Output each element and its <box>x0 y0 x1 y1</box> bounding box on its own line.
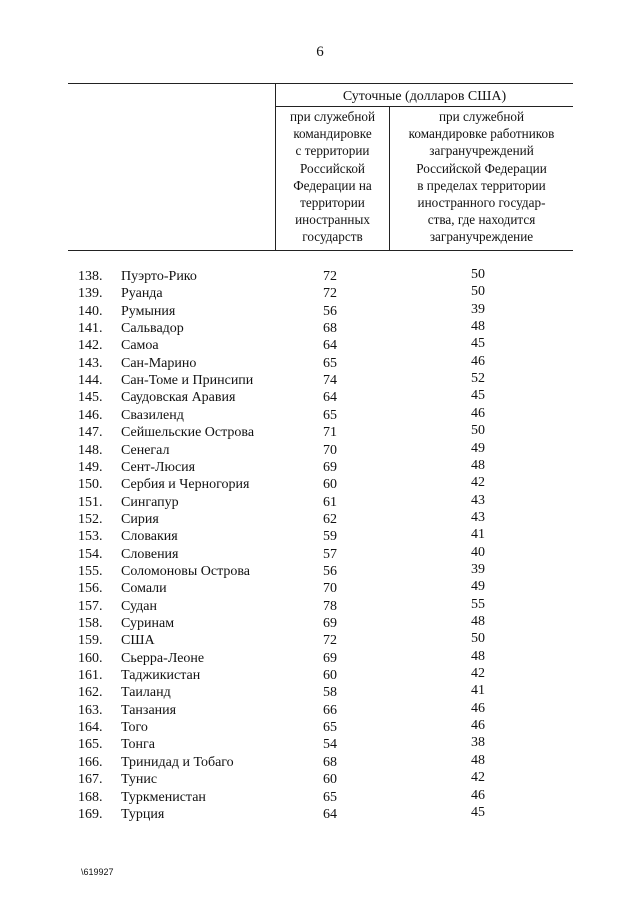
allowance-rf: 60 <box>323 668 337 684</box>
country-name: Танзания <box>121 702 177 718</box>
table-row <box>0 494 640 511</box>
allowance-abroad: 40 <box>471 544 485 560</box>
allowance-rf: 65 <box>323 407 337 423</box>
row-number: 145. <box>78 390 103 406</box>
header-group-rule <box>275 106 573 107</box>
allowance-abroad: 55 <box>471 596 485 612</box>
table-row <box>0 459 640 476</box>
allowance-rf: 60 <box>323 772 337 788</box>
allowance-rf: 65 <box>323 355 337 371</box>
country-name: Пуэрто-Рико <box>121 269 197 284</box>
header-line: Российской <box>300 160 365 176</box>
row-number: 140. <box>78 303 103 319</box>
allowance-rf: 54 <box>323 737 337 753</box>
country-name: Словакия <box>121 529 178 545</box>
header-line: Федерации на <box>293 177 372 193</box>
country-name: Сент-Люсия <box>121 459 196 475</box>
allowance-abroad: 45 <box>471 804 485 820</box>
row-number: 139. <box>78 286 103 302</box>
country-name: Туркменистан <box>121 789 206 805</box>
header-line: территории <box>300 195 365 211</box>
country-name: Суринам <box>121 616 175 631</box>
row-number: 149. <box>78 459 103 475</box>
allowance-abroad: 46 <box>471 353 485 369</box>
page-number: 6 <box>316 44 324 60</box>
row-number: 164. <box>78 720 103 736</box>
allowance-abroad: 43 <box>471 492 485 508</box>
allowance-abroad: 42 <box>471 475 485 491</box>
header-top-rule <box>68 83 573 84</box>
country-name: Таджикистан <box>121 668 201 684</box>
allowance-abroad: 46 <box>471 405 485 421</box>
row-number: 158. <box>78 616 103 631</box>
header-line: загранучреждение <box>429 229 534 245</box>
allowance-rf: 60 <box>323 477 337 493</box>
allowance-abroad: 52 <box>471 371 485 387</box>
allowance-abroad: 46 <box>471 718 485 734</box>
row-number: 154. <box>78 546 103 562</box>
allowance-rf: 69 <box>323 459 337 475</box>
row-number: 141. <box>78 321 103 337</box>
row-number: 169. <box>78 806 103 822</box>
row-number: 165. <box>78 737 103 753</box>
allowance-abroad: 46 <box>471 787 485 803</box>
allowance-rf: 64 <box>323 338 337 354</box>
allowance-abroad: 42 <box>471 666 485 682</box>
table-row <box>0 632 640 649</box>
allowance-rf: 68 <box>323 321 337 337</box>
country-name: Сирия <box>121 511 159 527</box>
document-code: \619927 <box>81 867 114 877</box>
table-row <box>0 546 640 563</box>
table-row <box>0 789 640 806</box>
header-group-title: Суточные (долларов США) <box>342 89 507 104</box>
header-line: в пределах территории <box>417 177 546 193</box>
allowance-rf: 66 <box>323 702 337 718</box>
country-name: Сан-Томе и Принсипи <box>121 373 254 389</box>
country-name: Тонга <box>121 737 155 753</box>
allowance-abroad: 41 <box>471 527 485 543</box>
header-line: ства, где находится <box>427 212 536 228</box>
table-row <box>0 806 640 823</box>
allowance-rf: 64 <box>323 806 337 822</box>
table-row <box>0 667 640 684</box>
table-row <box>0 615 640 632</box>
allowance-abroad: 41 <box>471 683 485 699</box>
country-name: Румыния <box>121 303 176 319</box>
allowance-abroad: 39 <box>471 561 485 577</box>
row-number: 167. <box>78 772 103 788</box>
allowance-rf: 74 <box>323 373 337 389</box>
table-row <box>0 303 640 320</box>
header-col1 <box>276 108 389 246</box>
country-name: Сингапур <box>121 494 179 510</box>
header-line: иностранных <box>295 212 370 228</box>
country-name: Руанда <box>121 286 163 302</box>
allowance-abroad: 42 <box>471 770 485 786</box>
table-row <box>0 528 640 545</box>
allowance-abroad: 50 <box>471 284 485 300</box>
table-row <box>0 719 640 736</box>
row-number: 152. <box>78 511 103 527</box>
row-number: 163. <box>78 702 103 718</box>
table-row <box>0 372 640 389</box>
allowance-rf: 70 <box>323 442 337 458</box>
table-row <box>0 736 640 753</box>
allowance-rf: 72 <box>323 286 337 302</box>
allowance-rf: 56 <box>323 563 337 579</box>
allowance-abroad: 48 <box>471 752 485 768</box>
country-name: Соломоновы Острова <box>121 563 250 579</box>
country-name: Тунис <box>121 772 158 788</box>
row-number: 156. <box>78 581 103 597</box>
allowance-abroad: 48 <box>471 319 485 335</box>
header-line: при служебной <box>289 109 376 124</box>
country-name: Самоа <box>121 338 159 354</box>
country-name: Свазиленд <box>121 407 184 423</box>
allowance-abroad: 45 <box>471 388 485 404</box>
table-row <box>0 355 640 372</box>
allowance-rf: 61 <box>323 494 337 510</box>
table-row <box>0 563 640 580</box>
row-number: 155. <box>78 563 103 579</box>
country-name: Турция <box>121 806 165 822</box>
row-number: 144. <box>78 373 103 389</box>
row-number: 159. <box>78 633 103 649</box>
row-number: 168. <box>78 789 103 805</box>
allowance-rf: 70 <box>323 581 337 597</box>
allowance-abroad: 48 <box>471 457 485 473</box>
country-name: Таиланд <box>121 685 171 701</box>
header-line: Российской Федерации <box>416 160 547 176</box>
table-row <box>0 424 640 441</box>
allowance-abroad: 50 <box>471 423 485 439</box>
header-line: командировке работников <box>408 126 555 142</box>
country-name: Тринидад и Тобаго <box>121 754 234 770</box>
header-line: при служебной <box>438 109 525 124</box>
table-row <box>0 580 640 597</box>
country-name: США <box>121 633 155 649</box>
allowance-abroad: 50 <box>471 631 485 647</box>
allowance-rf: 72 <box>323 633 337 649</box>
table-row <box>0 407 640 424</box>
allowance-rf: 56 <box>323 303 337 319</box>
table-row <box>0 285 640 302</box>
allowance-rf: 65 <box>323 789 337 805</box>
allowance-abroad: 49 <box>471 579 485 595</box>
country-name: Саудовская Аравия <box>121 390 236 406</box>
table-row <box>0 337 640 354</box>
table-row <box>0 511 640 528</box>
row-number: 142. <box>78 338 103 354</box>
row-number: 151. <box>78 494 103 510</box>
table-row <box>0 268 640 285</box>
allowance-rf: 68 <box>323 754 337 770</box>
table-row <box>0 389 640 406</box>
country-name: Сан-Марино <box>121 355 197 371</box>
table-row <box>0 598 640 615</box>
country-name: Сальвадор <box>121 321 184 337</box>
table-row <box>0 771 640 788</box>
country-name: Сербия и Черногория <box>121 477 250 493</box>
allowance-abroad: 48 <box>471 614 485 629</box>
row-number: 166. <box>78 754 103 770</box>
row-number: 153. <box>78 529 103 545</box>
country-name: Словения <box>121 546 179 562</box>
header-line: загранучреждений <box>429 143 534 159</box>
row-number: 148. <box>78 442 103 458</box>
allowance-rf: 69 <box>323 616 337 631</box>
table-row <box>0 684 640 701</box>
country-name: Сейшельские Острова <box>121 425 255 441</box>
table-row <box>0 650 640 667</box>
table-row <box>0 702 640 719</box>
allowance-abroad: 38 <box>471 735 485 751</box>
row-number: 143. <box>78 355 103 371</box>
allowance-abroad: 45 <box>471 336 485 352</box>
row-number: 146. <box>78 407 103 423</box>
allowance-rf: 64 <box>323 390 337 406</box>
table-row <box>0 754 640 771</box>
table-row <box>0 442 640 459</box>
header-line: с территории <box>295 143 370 159</box>
allowance-rf: 59 <box>323 529 337 545</box>
allowance-abroad: 39 <box>471 301 485 317</box>
allowance-rf: 71 <box>323 425 337 441</box>
header-line: командировке <box>293 126 372 142</box>
allowance-abroad: 46 <box>471 700 485 716</box>
allowance-abroad: 48 <box>471 648 485 664</box>
allowance-rf: 69 <box>323 650 337 666</box>
allowance-rf: 78 <box>323 598 337 614</box>
allowance-abroad: 43 <box>471 509 485 525</box>
header-line: государств <box>302 229 363 245</box>
table-row <box>0 320 640 337</box>
row-number: 162. <box>78 685 103 701</box>
header-col2 <box>390 108 573 246</box>
row-number: 157. <box>78 598 103 614</box>
allowance-abroad: 49 <box>471 440 485 456</box>
table-row <box>0 476 640 493</box>
row-number: 150. <box>78 477 103 493</box>
country-name: Сенегал <box>121 442 170 458</box>
row-number: 147. <box>78 425 103 441</box>
header-bottom-rule <box>68 250 573 251</box>
allowance-rf: 62 <box>323 511 337 527</box>
allowance-rf: 65 <box>323 720 337 736</box>
country-name: Сьерра-Леоне <box>121 650 205 666</box>
header-line: иностранного государ- <box>417 195 546 211</box>
allowance-abroad: 50 <box>471 267 485 282</box>
allowance-rf: 57 <box>323 546 337 562</box>
row-number: 161. <box>78 668 103 684</box>
country-name: Судан <box>121 598 157 614</box>
country-name: Того <box>121 720 148 736</box>
allowance-rf: 72 <box>323 269 337 284</box>
row-number: 160. <box>78 650 103 666</box>
row-number: 138. <box>78 269 103 284</box>
country-name: Сомали <box>121 581 167 597</box>
allowance-rf: 58 <box>323 685 337 701</box>
